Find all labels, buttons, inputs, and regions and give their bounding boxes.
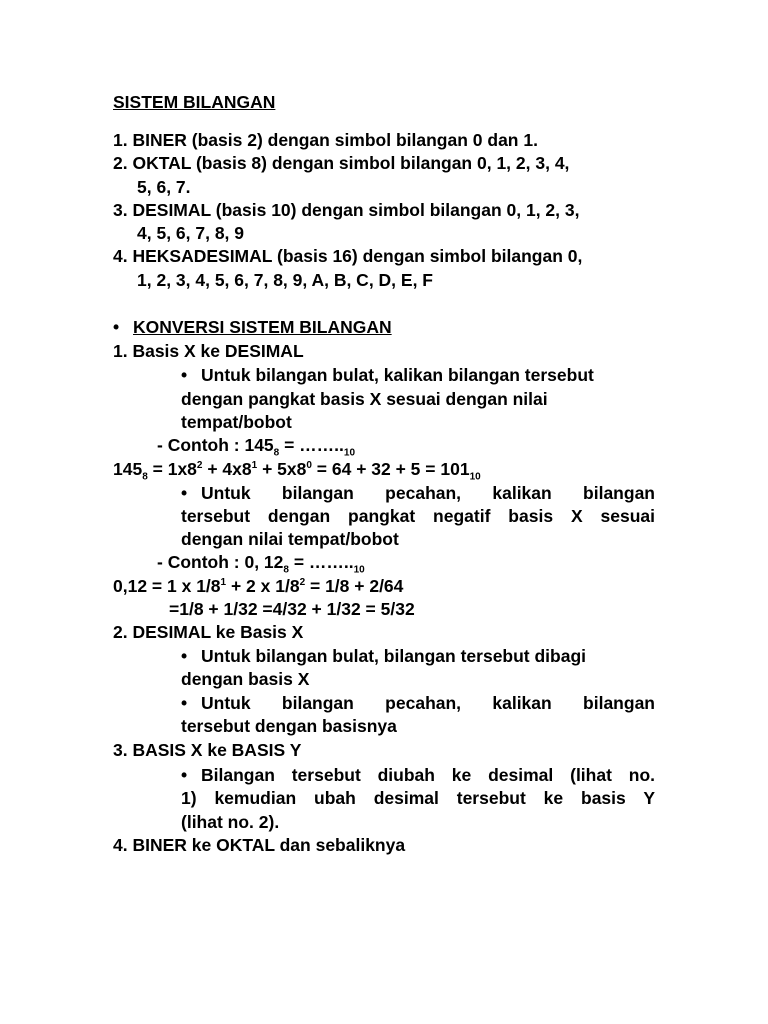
- page-title: SISTEM BILANGAN: [113, 92, 276, 112]
- section-1-heading: 1. Basis X ke DESIMAL: [113, 341, 304, 361]
- example-1: - Contoh : $145_8$ = $\dots\dots.._{10}$: [157, 435, 356, 459]
- s1-bullet-2-line-2: tersebut dengan pangkat negatif basis X sesuai: [181, 506, 655, 526]
- bullet-icon: •: [181, 483, 188, 503]
- bullet-icon: •: [181, 765, 188, 785]
- s1-bullet-2-line-1: • Untuk bilangan pecahan, kalikan bilangan: [181, 482, 655, 506]
- s2-bullet-2-line-2: tersebut dengan basisnya: [181, 716, 397, 736]
- s3-bullet-1-line-3: (lihat no. 2).: [181, 812, 280, 832]
- s2-bullet-2-line-1: • Untuk bilangan pecahan, kalikan bilangan: [181, 692, 655, 716]
- list-item-3: 3. DESIMAL (basis 10) dengan simbol bilangan 0, 1, 2, 3,: [113, 200, 580, 220]
- s2-bullet-1-line-2: dengan basis X: [181, 669, 310, 689]
- list-item-2: 2. OKTAL (basis 8) dengan simbol bilangan 0, 1, 2, 3, 4,: [113, 153, 570, 173]
- example-2: - Contoh : 0, $12_8$ = $\dots\dots.._{10}$: [157, 552, 365, 576]
- bullet-icon: •: [113, 317, 120, 337]
- list-item-3-cont: 4, 5, 6, 7, 8, 9: [137, 223, 245, 243]
- equation-1: $145_8 = 1x8^2 + 4x8^1 + 5x8^0 = 64 + 32 + 5 = 101_{10}$: [113, 459, 481, 483]
- list-item-1: 1. BINER (basis 2) dengan simbol bilangan 0 dan 1.: [113, 130, 538, 150]
- section-4-heading: 4. BINER ke OKTAL dan sebaliknya: [113, 835, 406, 855]
- bullet-icon: •: [181, 693, 188, 713]
- list-item-4: 4. HEKSADESIMAL (basis 16) dengan simbol bilangan 0,: [113, 246, 583, 266]
- equation-2: 0,12 = 1 x $1/8^1 + 2$ x $1/8^2 = 1/8 + 2/64$: [113, 576, 404, 596]
- s3-bullet-1-line-2: 1) kemudian ubah desimal tersebut ke basis Y: [181, 788, 655, 808]
- equation-3: =1/8 + 1/32 =4/32 + 1/32 = 5/32: [169, 599, 415, 619]
- section-3-heading: 3. BASIS X ke BASIS Y: [113, 740, 302, 760]
- s1-bullet-2-line-3: dengan nilai tempat/bobot: [181, 529, 399, 549]
- konversi-heading-line: [113, 316, 392, 340]
- s1-bullet-1-line-1: • Untuk bilangan bulat, kalikan bilangan tersebut: [181, 364, 594, 388]
- list-item-4-cont: 1, 2, 3, 4, 5, 6, 7, 8, 9, A, B, C, D, E, F: [137, 270, 433, 290]
- list-item-2-cont: 5, 6, 7.: [137, 177, 191, 197]
- s2-bullet-1-line-1: • Untuk bilangan bulat, bilangan tersebut dibagi: [181, 645, 586, 669]
- bullet-icon: •: [181, 365, 188, 385]
- section-2-heading: 2. DESIMAL ke Basis X: [113, 622, 304, 642]
- s1-bullet-1-line-2: dengan pangkat basis X sesuai dengan nilai: [181, 389, 548, 409]
- s1-bullet-1-line-3: tempat/bobot: [181, 412, 292, 432]
- bullet-icon: •: [181, 646, 188, 666]
- konversi-heading: KONVERSI SISTEM BILANGAN: [133, 317, 392, 337]
- s3-bullet-1-line-1: • Bilangan tersebut diubah ke desimal (lihat no.: [181, 764, 655, 788]
